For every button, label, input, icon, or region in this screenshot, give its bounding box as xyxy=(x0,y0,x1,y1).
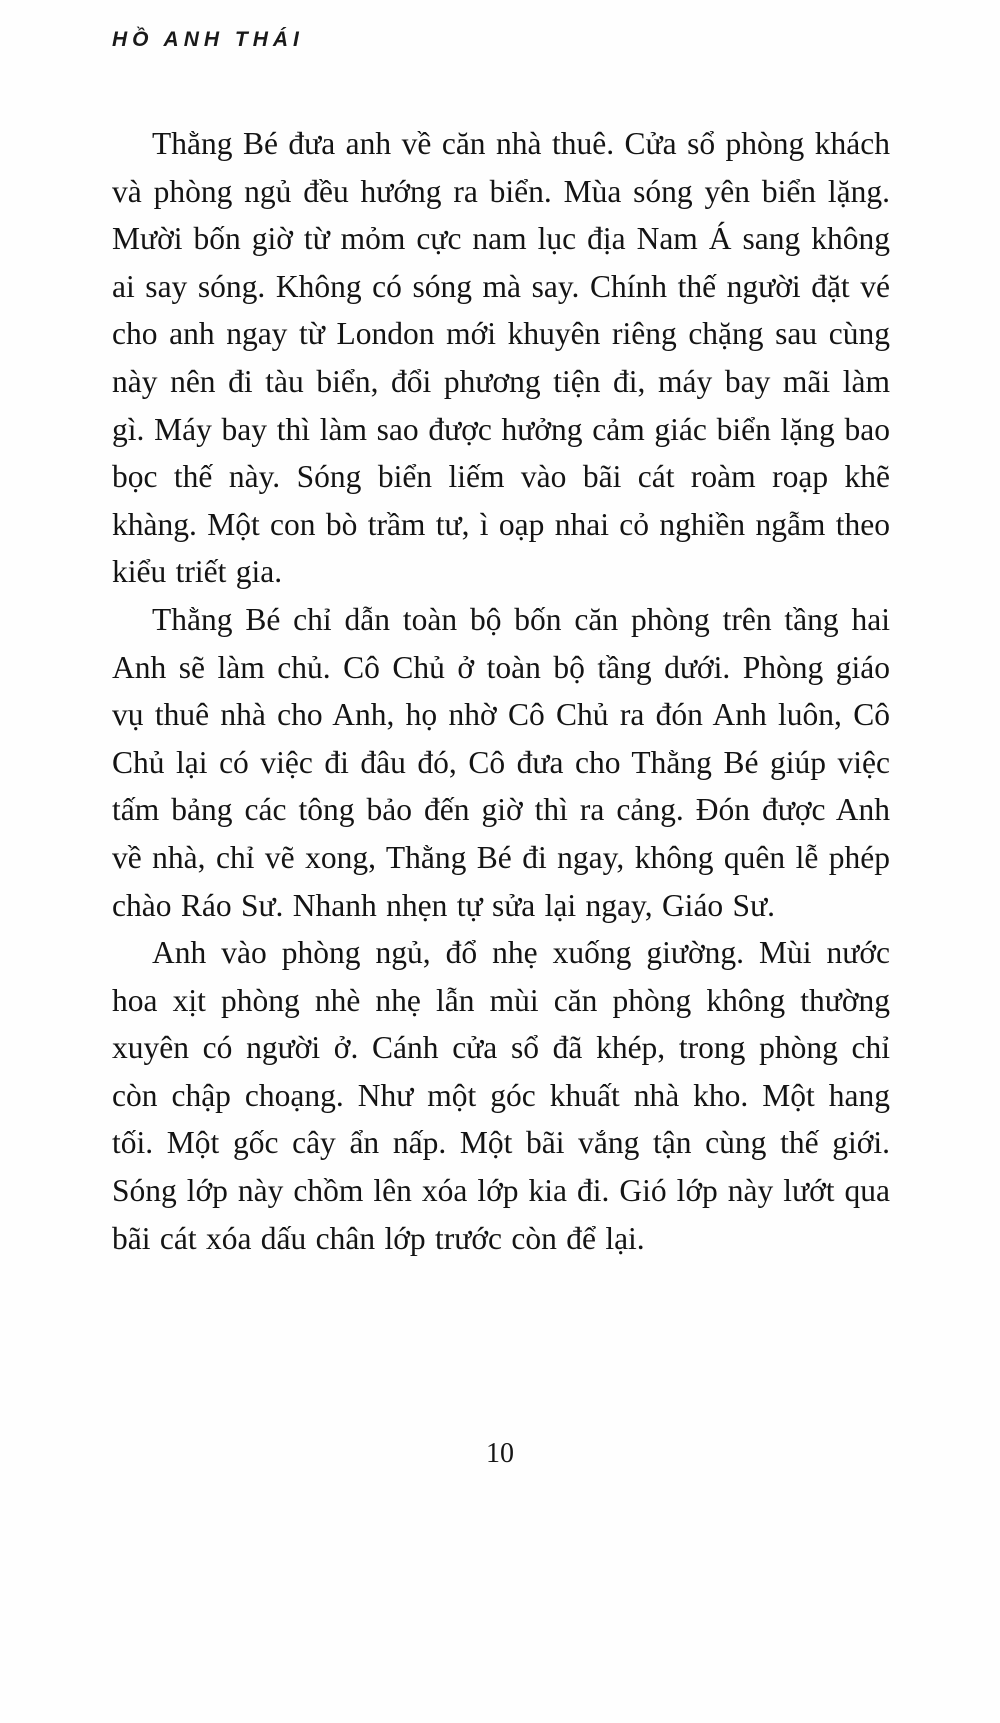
page-number: 10 xyxy=(486,1438,514,1469)
running-header: HỒ ANH THÁI xyxy=(112,28,304,51)
paragraph: Thằng Bé đưa anh về căn nhà thuê. Cửa sổ phòng khách và phòng ngủ đều hướng ra biển. Mùa sóng yên biển lặng. Mười bốn giờ từ mỏm cực nam lục địa Nam Á sang không ai say sóng. Không có sóng mà say. Chính thế người đặt vé cho anh ngay từ London mới khuyên riêng chặng sau cùng này nên đi tàu biển, đổi phương tiện đi, máy bay mãi làm gì. Máy bay thì làm sao được hưởng cảm giác biển lặng bao bọc thế này. Sóng biển liếm vào bãi cát roàm roạp khẽ khàng. Một con bò trầm tư, ì oạp nhai cỏ nghiền ngẫm theo kiểu triết gia. xyxy=(112,126,890,590)
paragraph: Thằng Bé chỉ dẫn toàn bộ bốn căn phòng trên tầng hai Anh sẽ làm chủ. Cô Chủ ở toàn bộ tầng dưới. Phòng giáo vụ thuê nhà cho Anh, họ nhờ Cô Chủ ra đón Anh luôn, Cô Chủ lại có việc đi đâu đó, Cô đưa cho Thằng Bé giúp việc tấm bảng các tông bảo đến giờ thì ra cảng. Đón được Anh về nhà, chỉ vẽ xong, Thằng Bé đi ngay, không quên lễ phép chào Ráo Sư. Nhanh nhẹn tự sửa lại ngay, Giáo Sư. xyxy=(112,601,890,923)
page-text xyxy=(112,120,890,1262)
paragraph: Anh vào phòng ngủ, đổ nhẹ xuống giường. Mùi nước hoa xịt phòng nhè nhẹ lẫn mùi căn phòng không thường xuyên có người ở. Cánh cửa sổ đã khép, trong phòng chỉ còn chập choạng. Như một góc khuất nhà kho. Một hang tối. Một gốc cây ẩn nấp. Một bãi vắng tận cùng thế giới. Sóng lớp này chồm lên xóa lớp kia đi. Gió lớp này lướt qua bãi cát xóa dấu chân lớp trước còn để lại. xyxy=(112,935,890,1256)
